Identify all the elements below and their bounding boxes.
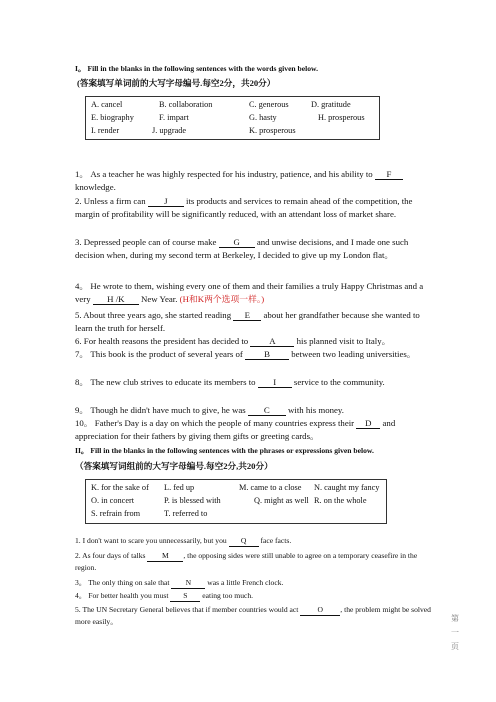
- option: T. referred to: [164, 509, 208, 518]
- option: I. render: [91, 126, 120, 135]
- option: J. upgrade: [152, 126, 187, 135]
- option: K. prosperous: [249, 126, 296, 135]
- option: B. collaboration: [159, 100, 213, 109]
- question-5: 5. About three years ago, she started reading E about her grandfather because she wanted to learn the truth for herself.: [75, 310, 420, 333]
- option: L. fed up: [164, 483, 195, 492]
- option: R. on the whole: [314, 496, 367, 505]
- answer-blank: Q: [229, 536, 259, 547]
- option: N. caught my fancy: [314, 483, 380, 492]
- answer-blank: I: [258, 377, 292, 388]
- phrase-question-1: 1. I don't want to scare you unnecessarily, but you Q face facts.: [75, 536, 292, 545]
- option: G. hasty: [249, 113, 277, 122]
- phrase-question-4: 4。 For better health you must S eating too much.: [75, 591, 254, 600]
- question-4: 4。 He wrote to them, wishing every one of them and their families a truly Happy Christmas and a very H /K New Year. (H和K两个选项一样。): [75, 281, 424, 304]
- option: A. cancel: [91, 100, 123, 109]
- answer-blank: N: [171, 578, 205, 589]
- phrase-question-3: 3。 The only thing on sale that N was a little French clock.: [75, 578, 284, 587]
- option: O. in concert: [91, 496, 135, 505]
- question-9: 9。 Though he didn't have much to give, he was C with his money.: [75, 405, 344, 415]
- answer-blank: F: [375, 169, 403, 180]
- answer-blank: S: [170, 591, 200, 602]
- answer-blank: M: [147, 551, 183, 562]
- answer-blank: J: [148, 196, 184, 207]
- option: F. impart: [159, 113, 189, 122]
- question-8: 8。 The new club strives to educate its members to I service to the community.: [75, 377, 385, 387]
- phrase-question-5: 5. The UN Secretary General believes that if member countries would act O , the problem might be solved more easily。: [75, 605, 431, 626]
- answer-blank: O: [300, 605, 340, 616]
- answer-blank: C: [248, 405, 286, 416]
- answer-blank: G: [219, 237, 255, 248]
- section1-title: I。 Fill in the blanks in the following sentences with the words given below.: [75, 64, 319, 73]
- option: C. generous: [249, 100, 289, 109]
- question-6: 6. For health reasons the president has decided to A his planned visit to Italy。: [75, 336, 391, 346]
- section2-title: II。 Fill in the blanks in the following sentences with the phrases or expressions given below.: [75, 446, 374, 455]
- section1-options-box: [85, 96, 380, 140]
- question-7: 7。 This book is the product of several years of B between two leading universities。: [75, 349, 416, 359]
- section2-options-box: [85, 479, 387, 524]
- option: P. is blessed with: [164, 496, 221, 505]
- question-4-note: (H和K两个选项一样。): [179, 293, 265, 304]
- question-2: 2. Unless a firm can J its products and services to remain ahead of the competition, the margin of profitability will be significantly reduced, with an attendant loss of market share.: [75, 196, 413, 219]
- option: Q. might as well: [254, 496, 309, 505]
- question-1: 1。 As a teacher he was highly respected for his industry, patience, and his ability to F knowledge.: [75, 168, 435, 193]
- option: E. biography: [91, 113, 134, 122]
- phrase-question-2: 2. As four days of talks M , the opposing sides were still unable to agree on a temporary ceasefire in the region.: [75, 551, 418, 572]
- question-3: 3. Depressed people can of course make G and unwise decisions, and I made one such decision when, during my second term at Berkeley, I decided to give up my London flat。: [75, 237, 409, 260]
- answer-blank: E: [233, 310, 261, 321]
- answer-blank: B: [245, 349, 289, 360]
- option: K. for the sake of: [91, 483, 149, 492]
- answer-blank: A: [250, 336, 294, 347]
- option: S. refrain from: [91, 509, 141, 518]
- section2-note: （答案填写词组前的大写字母编号.每空2分,共20分）: [75, 461, 273, 471]
- option: M. came to a close: [239, 483, 302, 492]
- question-10: 10。 Father's Day is a day on which the people of many countries express their D and appreciation for their fathers by giving them gifts or greeting cards。: [75, 418, 396, 441]
- option: D. gratitude: [311, 100, 351, 109]
- page-number-label: 第 一 页: [451, 614, 459, 651]
- answer-blank: D: [356, 418, 380, 429]
- answer-blank: H /K: [93, 294, 139, 305]
- section1-note: (答案填写单词前的大写字母编号.每空2分，共20分）: [77, 78, 276, 88]
- option: H. prosperous: [318, 113, 365, 122]
